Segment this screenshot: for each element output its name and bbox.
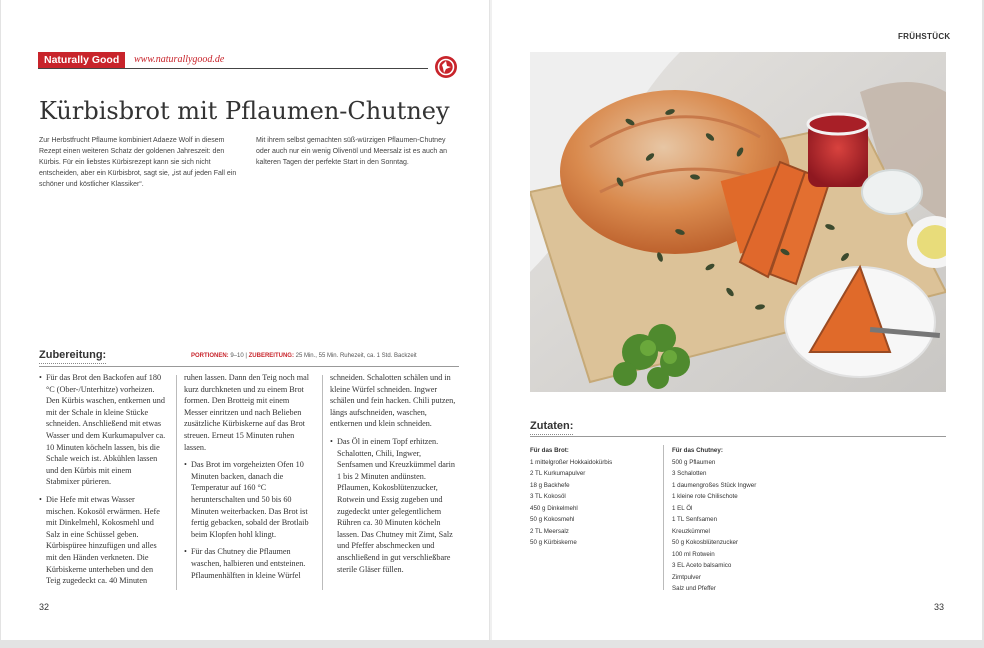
- preparation-heading: Zubereitung:: [39, 349, 106, 364]
- ingredient-item: 1 EL Öl: [672, 504, 693, 512]
- step-text: Die Hefe mit etwas Wasser mischen. Kokosöl erwärmen. Hefe mit Dinkelmehl, Kokosmehl und Salz in eine Schüssel geben. Kürbispüree hinzufügen und alles mit den Händen verkneten. Die Kürbiskerne unterheben und den Teig zugedeckt ca. 40 Minuten: [46, 494, 160, 586]
- step-continuation: ruhen lassen. Dann den Teig noch mal kurz durchkneten und zu einem Brot formen. Den Brotteig mit einem Messer einritzen und nach Belieben zusätzliche Kürbiskerne auf das Brot streuen. Erneut 15 Minuten ruhen lassen.: [184, 373, 310, 452]
- ingredients-chutney-title: Für das Chutney:: [672, 447, 723, 454]
- ingredient-item: 2 TL Kurkumapulver: [530, 470, 586, 477]
- ingredients-divider: [663, 445, 664, 590]
- ingredient-item: Zimtpulver: [672, 573, 701, 581]
- step-text: Das Öl in einem Topf erhitzen. Schalotten, Chili, Ingwer, Senfsamen und Kreuzkümmel darin 1 bis 2 Minuten andünsten. Pflaumen, Kokosblütenzucker, Rotwein und Essig zugeben und zugedeckt unter gelegentlichem Rühren ca. 30 Minuten köcheln lassen. Das Chutney mit Zimt, Salz und Pfeffer abschmecken und anschließend in gut verschließbare sterile Gläser füllen.: [337, 436, 456, 574]
- column-divider: [176, 375, 177, 590]
- ingredient-item: 18 g Backhefe: [530, 481, 570, 489]
- recipe-meta: PORTIONEN: 9–10 | ZUBEREITUNG: 25 Min., 55 Min. Ruhezeit, ca. 1 Std. Backzeit: [191, 353, 417, 359]
- column-divider: [322, 375, 323, 590]
- left-page: [1, 0, 490, 640]
- step-text: Für das Chutney die Pflaumen waschen, halbieren und entsteinen. Pflaumenhälften in kleine Würfel: [191, 547, 306, 580]
- brand-label: Naturally Good: [38, 52, 125, 69]
- step-item: • Für das Brot den Backofen auf 180 °C (Ober-/Unterhitze) vorheizen. Den Kürbis waschen, entkernen und mit der Schale in kleine Stücke schneiden. Anschließend mit etwas Wasser und dem Kurkumapulver ca. 10 Minuten köcheln lassen, bis die Schale weich ist. Abkühlen lassen und den Kürbis mit einem Stabmixer pürieren.: [39, 373, 166, 487]
- step-item: • Das Öl in einem Topf erhitzen. Schalotten, Chili, Ingwer, Senfsamen und Kreuzkümmel darin 1 bis 2 Minuten andünsten. Pflaumen, Kokosblütenzucker, Rotwein und Essig zugeben und zugedeckt unter gelegentlichem Rühren ca. 30 Minuten köcheln lassen. Das Chutney mit Zimt, Salz und Pfeffer abschmecken und anschließend in gut verschließbare sterile Gläser füllen.: [330, 436, 456, 574]
- ingredient-item: Kreuzkümmel: [672, 527, 710, 535]
- intro-column-2: Mit ihrem selbst gemachten süß-würzigen Pflaumen-Chutney oder auch nur ein wenig Olivenöl und Meersalz ist es auch an kalteren Tagen der perfekte Start in den Sonntag.: [256, 137, 448, 166]
- recipe-photo: [530, 52, 946, 392]
- ingredient-item: 3 EL Aceto balsamico: [672, 562, 732, 569]
- section-label: FRÜHSTÜCK: [898, 32, 951, 41]
- preparation-column-1: [39, 372, 166, 592]
- right-page: [492, 0, 982, 640]
- time-label: ZUBEREITUNG:: [248, 353, 294, 359]
- preparation-column-3: [330, 372, 457, 592]
- ingredient-item: 500 g Pflaumen: [672, 458, 716, 466]
- step-continuation: schneiden. Schalotten schälen und in kleine Würfel schneiden. Ingwer schälen und fein hacken. Chili putzen, längs aufschneiden, waschen, entkernen und klein schneiden.: [330, 373, 456, 429]
- ingredient-item: 3 TL Kokosöl: [530, 493, 566, 500]
- ingredients-rule: [530, 436, 946, 437]
- portions-value: 9–10: [230, 353, 244, 359]
- ingredient-item: 2 TL Meersalz: [530, 527, 569, 535]
- publisher-logo-icon: [435, 56, 457, 78]
- step-text: Das Brot im vorgeheizten Ofen 10 Minuten backen, danach die Temperatur auf 160 °C herunterschalten und 50 bis 60 Minuten weiterbacken. Das Brot ist fertig gebacken, sobald der Brotlaib beim Klopfen hohl klingt.: [191, 460, 309, 539]
- header-rule: [38, 68, 428, 69]
- ingredients-heading: Zutaten:: [530, 420, 573, 435]
- ingredient-item: 50 g Kokosmehl: [530, 516, 575, 523]
- brand-url[interactable]: www.naturallygood.de: [134, 54, 225, 65]
- page-number-left: 32: [39, 602, 50, 612]
- ingredient-item: 100 ml Rotwein: [672, 550, 715, 558]
- step-item: • Für das Chutney die Pflaumen waschen, halbieren und entsteinen. Pflaumenhälften in kleine Würfel: [184, 547, 306, 580]
- ingredient-item: 1 daumengroßes Stück Ingwer: [672, 481, 757, 489]
- recipe-title: Kürbisbrot mit Pflaumen-Chutney: [39, 97, 450, 125]
- intro-column-1: Zur Herbstfrucht Pflaume kombiniert Adaeze Wolf in diesem Rezept einen weiteren Schatz der goldenen Jahreszeit: den Kürbis. Für ein liebstes Kürbisrezept kann sie sich nicht entscheiden, aber ein Kürbisbrot, sagt sie, „ist auf jeden Fall ein schöner und köstlicher Klassiker“.: [39, 137, 237, 188]
- page-number-right: 33: [934, 602, 945, 612]
- ingredients-bread-title: Für das Brot:: [530, 447, 569, 454]
- ingredient-item: 1 mittelgroßer Hokkaidokürbis: [530, 458, 613, 466]
- portions-label: PORTIONEN:: [191, 353, 229, 359]
- ingredient-item: 50 g Kürbiskerne: [530, 539, 577, 546]
- ingredient-item: 3 Schalotten: [672, 470, 707, 477]
- step-text: Für das Brot den Backofen auf 180 °C (Ober-/Unterhitze) vorheizen. Den Kürbis waschen, entkernen und mit der Schale in kleine Stücke schneiden. Anschließend mit etwas Wasser und dem Kurkumapulver ca. 10 Minuten köcheln lassen, bis die Schale weich ist. Abkühlen lassen und den Kürbis mit einem Stabmixer pürieren.: [46, 373, 166, 487]
- ingredient-item: Salz und Pfeffer: [672, 585, 716, 592]
- ingredient-item: 50 g Kokosblütenzucker: [672, 539, 739, 546]
- ingredients-bread: [530, 445, 665, 549]
- ingredient-item: 1 kleine rote Chilischote: [672, 493, 738, 500]
- step-item: • Die Hefe mit etwas Wasser mischen. Kokosöl erwärmen. Hefe mit Dinkelmehl, Kokosmehl und Salz in eine Schüssel geben. Kürbispüree hinzufügen und alles mit den Händen verkneten. Die Kürbiskerne unterheben und den Teig zugedeckt ca. 40 Minuten: [39, 494, 160, 586]
- time-value: 25 Min., 55 Min. Ruhezeit, ca. 1 Std. Backzeit: [295, 353, 417, 359]
- preparation-column-2: [184, 372, 311, 592]
- preparation-rule: [39, 366, 459, 367]
- ingredient-item: 1 TL Senfsamen: [672, 516, 718, 523]
- ingredients-chutney: [672, 445, 807, 595]
- ingredient-item: 450 g Dinkelmehl: [530, 504, 578, 512]
- step-item: • Das Brot im vorgeheizten Ofen 10 Minuten backen, danach die Temperatur auf 160 °C herunterschalten und 50 bis 60 Minuten weiterbacken. Das Brot ist fertig gebacken, sobald der Brotlaib beim Klopfen hohl klingt.: [184, 460, 309, 539]
